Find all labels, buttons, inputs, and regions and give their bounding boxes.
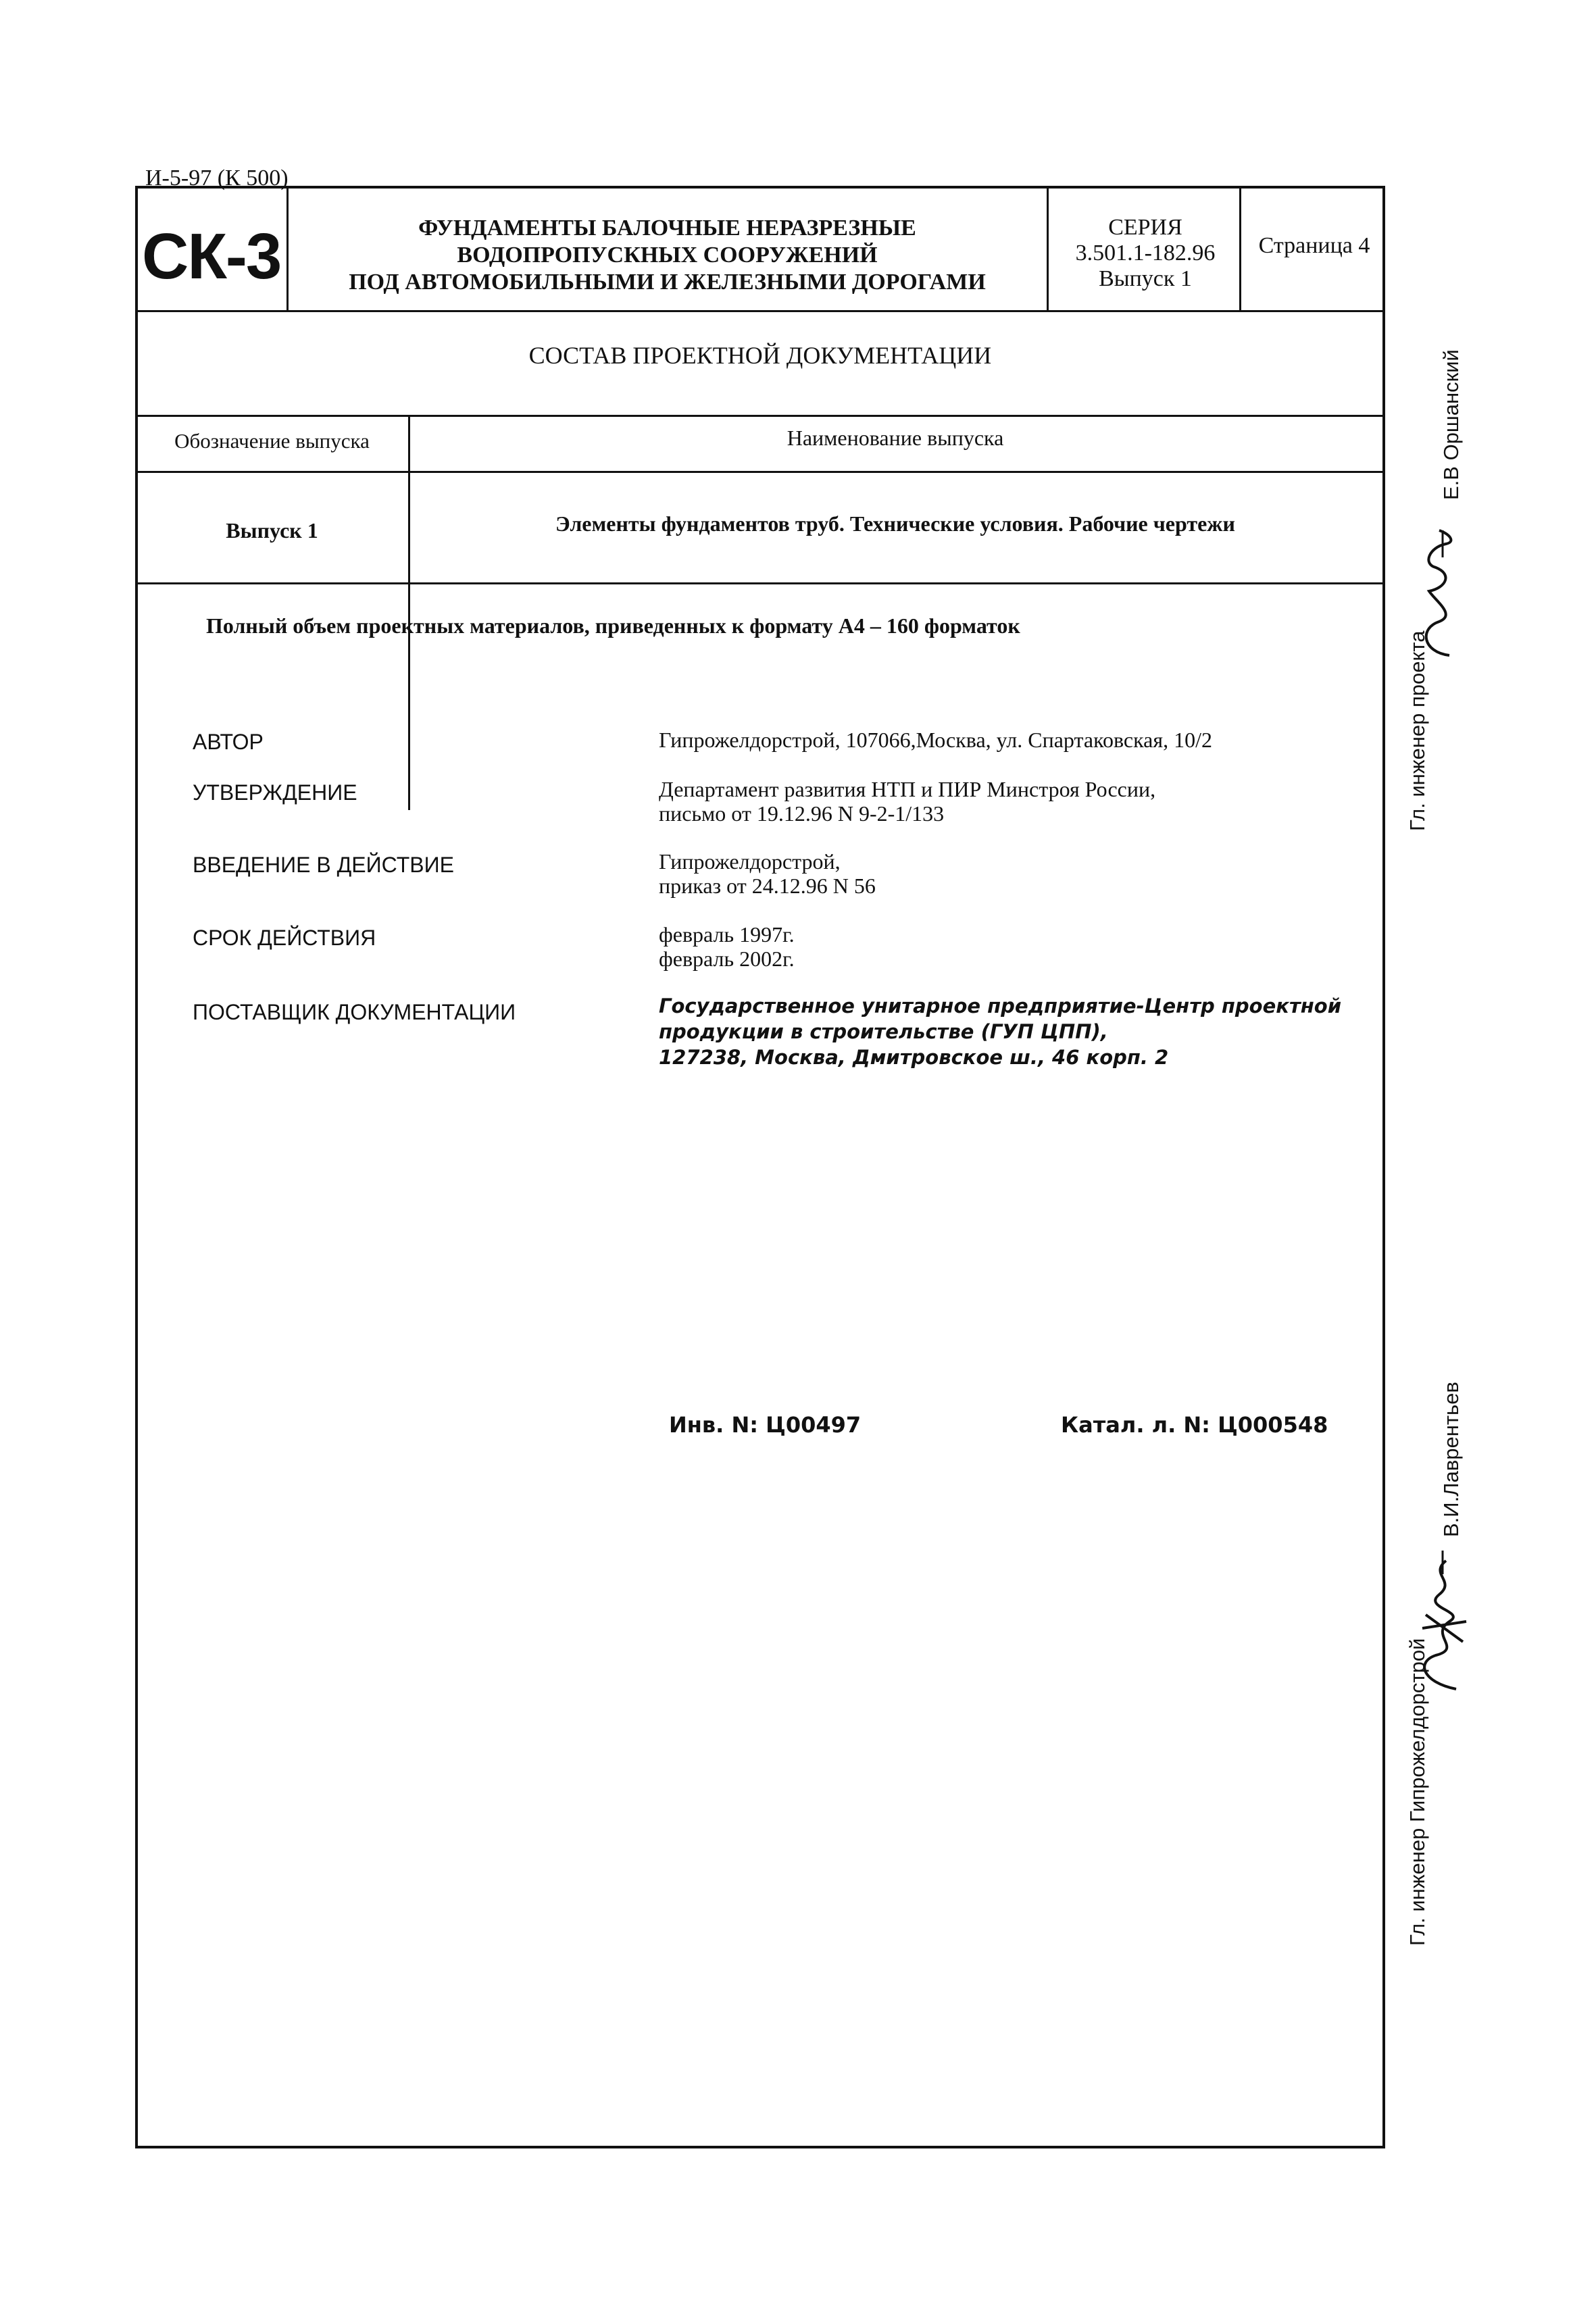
detail-value-validity (659, 922, 1368, 971)
side-name-bottom: В.И.Лаврентьев (1439, 1382, 1463, 1537)
series-number: 3.501.1-182.96 (1075, 241, 1216, 266)
composition-bottom-line (138, 415, 1384, 417)
detail-line: Гипрожелдорстрой, (659, 849, 841, 874)
detail-label-enactment: ВВЕДЕНИЕ В ДЕЙСТВИЕ (193, 853, 454, 877)
detail-line: Государственное унитарное предприятие-Центр проектной (659, 995, 1342, 1017)
detail-line: февраль 1997г. (659, 922, 795, 947)
inventory-number: Инв. N: Ц00497 (669, 1412, 862, 1438)
detail-value-author (659, 728, 1368, 752)
table-header-issue: Обозначение выпуска (174, 429, 370, 453)
table-cell-issue: Выпуск 1 (226, 518, 318, 543)
series-block (1051, 215, 1240, 292)
title-line-2: ВОДОПРОПУСКНЫХ СООРУЖЕНИЙ (457, 243, 878, 268)
title-line-3: ПОД АВТОМОБИЛЬНЫМИ И ЖЕЛЕЗНЫМИ ДОРОГАМИ (349, 270, 986, 295)
title-line-1: ФУНДАМЕНТЫ БАЛОЧНЫЕ НЕРАЗРЕЗНЫЕ (418, 216, 916, 241)
page-number: Страница 4 (1258, 233, 1370, 258)
detail-line: письмо от 19.12.96 N 9-2-1/133 (659, 801, 945, 826)
table-column-divider (408, 415, 410, 810)
header-bottom-line (138, 310, 1384, 312)
detail-line: 127238, Москва, Дмитровское ш., 46 корп. 2 (659, 1046, 1169, 1069)
side-name-top: Е.В Оршанский (1439, 349, 1463, 500)
sheet-mark: СК-3 (142, 220, 281, 293)
detail-value-supplier (659, 993, 1368, 1070)
divider-sheet-mark (286, 188, 289, 310)
divider-series (1047, 188, 1049, 310)
signature-bottom-image (1409, 1547, 1473, 1696)
side-position-top-text: Гл. инженер проекта (1405, 630, 1429, 831)
detail-value-approval (659, 777, 1368, 826)
document-code: И-5-97 (К 500) (145, 166, 289, 191)
volume-statement: Полный объем проектных материалов, приведенных к формату А4 – 160 форматок (206, 613, 1020, 638)
series-label: СЕРИЯ (1108, 215, 1182, 240)
detail-line: Гипрожелдорстрой, 107066,Москва, ул. Спартаковская, 10/2 (659, 728, 1212, 752)
detail-label-author: АВТОР (193, 730, 264, 754)
detail-line: Департамент развития НТП и ПИР Минстроя России, (659, 777, 1156, 801)
composition-title: СОСТАВ ПРОЕКТНОЙ ДОКУМЕНТАЦИИ (528, 342, 992, 369)
issue-label: Выпуск 1 (1099, 266, 1192, 291)
side-position-bottom-text: Гл. инженер Гипрожелдорстрой (1405, 1638, 1429, 1946)
detail-label-validity: СРОК ДЕЙСТВИЯ (193, 926, 376, 950)
catalog-number: Катал. л. N: Ц000548 (1061, 1412, 1328, 1438)
signature-top-image (1409, 527, 1470, 662)
detail-value-enactment (659, 849, 1368, 898)
table-header-name: Наименование выпуска (787, 426, 1004, 450)
detail-label-approval: УТВЕРЖДЕНИЕ (193, 780, 357, 805)
table-bottom-line (138, 582, 1384, 584)
document-title (291, 215, 1044, 296)
detail-line: февраль 2002г. (659, 947, 795, 971)
detail-label-supplier: ПОСТАВЩИК ДОКУМЕНТАЦИИ (193, 1000, 516, 1024)
page-frame (135, 186, 1385, 2148)
detail-line: приказ от 24.12.96 N 56 (659, 874, 876, 898)
table-cell-name: Элементы фундаментов труб. Технические условия. Рабочие чертежи (555, 511, 1235, 536)
table-header-line (138, 471, 1384, 473)
detail-line: продукции в строительстве (ГУП ЦПП), (659, 1020, 1108, 1043)
